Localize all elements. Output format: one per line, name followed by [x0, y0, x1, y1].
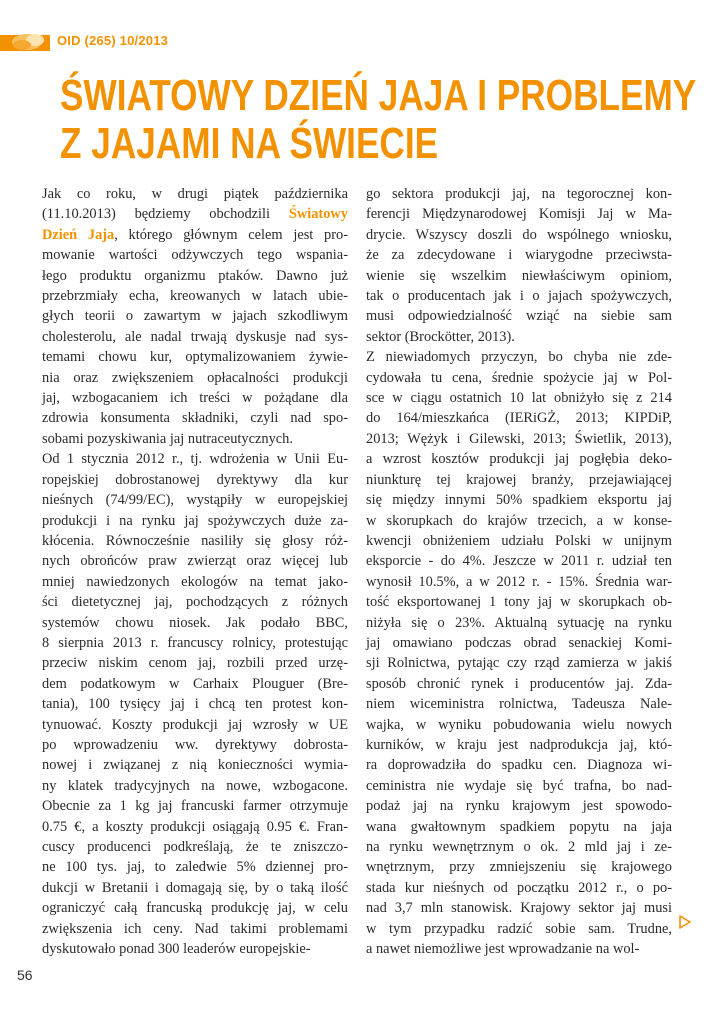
text-line: przebrzmiały echa, kreowanych w latach ubie- [42, 288, 348, 305]
text-line: ceministra nie wydaje się być trafna, bo nad- [366, 777, 672, 794]
text-line: nych obrońców praw zwierząt oraz więcej lub [42, 553, 348, 570]
text-line: ograniczyć całą francuską produkcję jaj, w celu [42, 900, 348, 917]
article-column-left [42, 184, 348, 959]
text-line: ferencji Międzynarodowej Komisji Jaj w Ma- [366, 206, 672, 223]
text-line: tynuować. Koszty produkcji jaj wzrosły w UE [42, 716, 348, 733]
text-line: drycie. Wszyscy doszli do wspólnego wniosku, [366, 226, 672, 243]
text-line: tość eksportowanej 1 tony jaj w skorupkach ob- [366, 594, 672, 611]
text-line: zdrowia konsumenta składniki, czyli nad spo- [42, 410, 348, 427]
text-line: jaj, wzbogacaniem ich treści w pożądane dla [42, 390, 348, 407]
text-line: ści dietetycznej jaj, pochodzących z różnych [42, 594, 348, 611]
text-line: nad 3,7 mln stanowisk. Krajowy sektor jaj musi [366, 900, 672, 917]
text-line: sobami pozyskiwania jaj nutraceutycznych. [42, 430, 293, 447]
egg-logo-icon [0, 31, 50, 53]
text-line: dukcji w Bretanii i domagają się, by o taką ilość [42, 879, 348, 896]
text-line: tania), 100 tysięcy jaj i chcą ten protest kon- [42, 696, 348, 713]
text-line: 0.75 €, a koszty produkcji osiągają 0.95 €. Fran- [42, 818, 348, 835]
text-line: ra doprowadziła do spadku cen. Diagnoza wi- [366, 757, 672, 774]
text-line: dyskutowało ponad 300 leaderów europejskie- [42, 941, 311, 958]
text-line: nia oraz zwiększeniem opłacalności produkcji [42, 369, 348, 386]
text-line: go sektora produkcji jaj, na tegorocznej kon- [366, 186, 672, 202]
text-line: 2013; Wężyk i Gilewski, 2013; Świetlik, 2013), [366, 430, 672, 447]
text-line: mniej nawiedzonych ekologów na temat jako- [42, 573, 348, 590]
text-line: że za zdecydowane i wiarygodne przeciwsta- [366, 247, 672, 264]
text-line: Obecnie za 1 kg jaj francuski farmer otrzymuje [42, 798, 348, 815]
text-line: niżyła się o 23%. Aktualną sytuację na rynku [366, 614, 672, 631]
text-line: do 164/mieszkańca (IERiGŻ, 2013; KIPDiP, [366, 410, 672, 427]
highlight-text: Światowy [288, 206, 348, 223]
text-line: sposób chronić rynek i producentów jaj. Zda- [366, 675, 672, 692]
text-line: sji Rolnictwa, pytając czy rząd zamierza w jakiś [366, 655, 672, 672]
text-line: mowanie wartości odżywczych tego wspania- [42, 247, 348, 264]
continue-arrow-icon[interactable] [678, 914, 692, 930]
text-line: ropejskiej dobrostanowej dyrektywy dla kur [42, 471, 348, 488]
text-line: przeciw niskim cenom jaj, rozbili przed urzę- [42, 655, 348, 672]
text-line: głych teorii o zawartym w jajach szkodliwym [42, 308, 348, 325]
text-line: nieśnych (74/99/EC), wystąpiły w europejskiej [42, 492, 348, 509]
text-line: Jak co roku, w drugi piątek października [42, 186, 348, 202]
text-line: niem wiceministra rolnictwa, Tadeusza Nale- [366, 696, 672, 713]
highlight-text: Dzień Jaja [42, 226, 115, 243]
text-line: cuscy producenci podkreślają, że te zniszczo- [42, 839, 348, 855]
text-line: ne 100 tys. jaj, to zaledwie 5% dziennej pro- [42, 859, 348, 876]
text-line: dem podatkowym w Carhaix Plouguer (Bre- [42, 675, 348, 692]
text-line: wajka, w wyniku pobudowania wielu nowych [366, 716, 672, 733]
text-line: w skorupkach do krajów trzecich, a w konse- [366, 512, 672, 529]
text-line: cydowała tu cena, średnie spożycie jaj w Pol- [366, 369, 672, 386]
issue-label: OID (265) 10/2013 [57, 33, 169, 48]
text-line: podaż jaj na rynku krajowym jest spowodo- [366, 798, 672, 815]
text-line: stada kur nieśnych od początku 2012 r., o po- [366, 879, 672, 896]
text-line: (11.10.2013) będziemy obchodzili Światowy [42, 206, 348, 223]
text-line: wnętrznym, przy zmniejszeniu się krajowego [366, 859, 672, 876]
article-title [60, 71, 697, 168]
text-line: wienie się wszelkim niewłaściwym opiniom, [366, 267, 672, 284]
title-line-2: Z JAJAMI NA ŚWIECIE [60, 119, 439, 168]
text-line: ny klatek tradycyjnych na nowe, wzbogacone. [42, 777, 348, 794]
text-line: na rynku wewnętrznym o ok. 2 mld jaj i ze- [366, 839, 672, 855]
page-number: 56 [17, 967, 33, 983]
text-line: kurników, w kraju jest nadprodukcja jaj, któ- [366, 736, 672, 753]
title-line-1: ŚWIATOWY DZIEŃ JAJA I PROBLEMY [60, 71, 697, 120]
text-line: 8 sierpnia 2013 r. francuscy rolnicy, protestując [42, 634, 348, 651]
text-line: Dzień Jaja, którego głównym celem jest pro- [42, 226, 348, 243]
text-line: po wprowadzeniu ww. dyrektywy dobrosta- [42, 736, 348, 753]
text-line: tak o producentach jak i o jajach spożywczych, [366, 288, 672, 305]
text-line: wana gwałtownym spadkiem popytu na jaja [366, 818, 672, 835]
text-line: systemów chowu niosek. Jak podało BBC, [42, 614, 348, 631]
text-line: sce w ciągu ostatnich 10 lat obniżyło się z 214 [366, 390, 672, 407]
text-line: się między innymi 50% spadkiem eksportu jaj [366, 492, 672, 509]
text-line: sektor (Brockötter, 2013). [366, 328, 515, 345]
text-line: a nawet niemożliwe jest wprowadzanie na wol- [366, 941, 640, 958]
text-line: nowej i związanej z nią konieczności wymia- [42, 757, 348, 774]
article-column-right [366, 184, 672, 959]
text-line: wynosił 10.5%, a w 2012 r. - 15%. Średnia war- [366, 573, 672, 590]
text-line: temami chowu kur, optymalizowaniem żywie- [42, 349, 348, 366]
text-line: jaj omawiano podczas obrad senackiej Komi- [366, 634, 672, 651]
text-line: niunkturę tej krajowej branży, przejawiającej [366, 471, 672, 488]
text-line: a wzrost kosztów produkcji jaj pogłębia deko- [366, 451, 672, 468]
text-line: w tym przypadku radzić sobie sam. Trudne, [366, 920, 672, 937]
text-line: kwencji obniżeniem udziału Polski w unijnym [366, 532, 672, 549]
text-line: kłócenia. Równocześnie nasiliły się głosy róż- [42, 532, 348, 549]
text-line: produkcji i na rynku jaj spożywczych duże za- [42, 512, 348, 529]
text-line: cholesterolu, ale nadal trwają dyskusje nad sys- [42, 328, 348, 345]
text-line: Z niewiadomych przyczyn, bo chyba nie zde- [366, 349, 672, 366]
text-line: musi odpowiedzialność wziąć na siebie sam [366, 308, 672, 325]
text-line: łego produktu organizmu ptaków. Dawno już [42, 267, 348, 284]
text-line: zwiększenia ich ceny. Nad takimi problemami [42, 920, 348, 937]
text-line: Od 1 stycznia 2012 r., tj. wdrożenia w Unii Eu- [42, 451, 348, 468]
text-line: eksporcie - do 4%. Jeszcze w 2011 r. udział ten [366, 553, 672, 570]
